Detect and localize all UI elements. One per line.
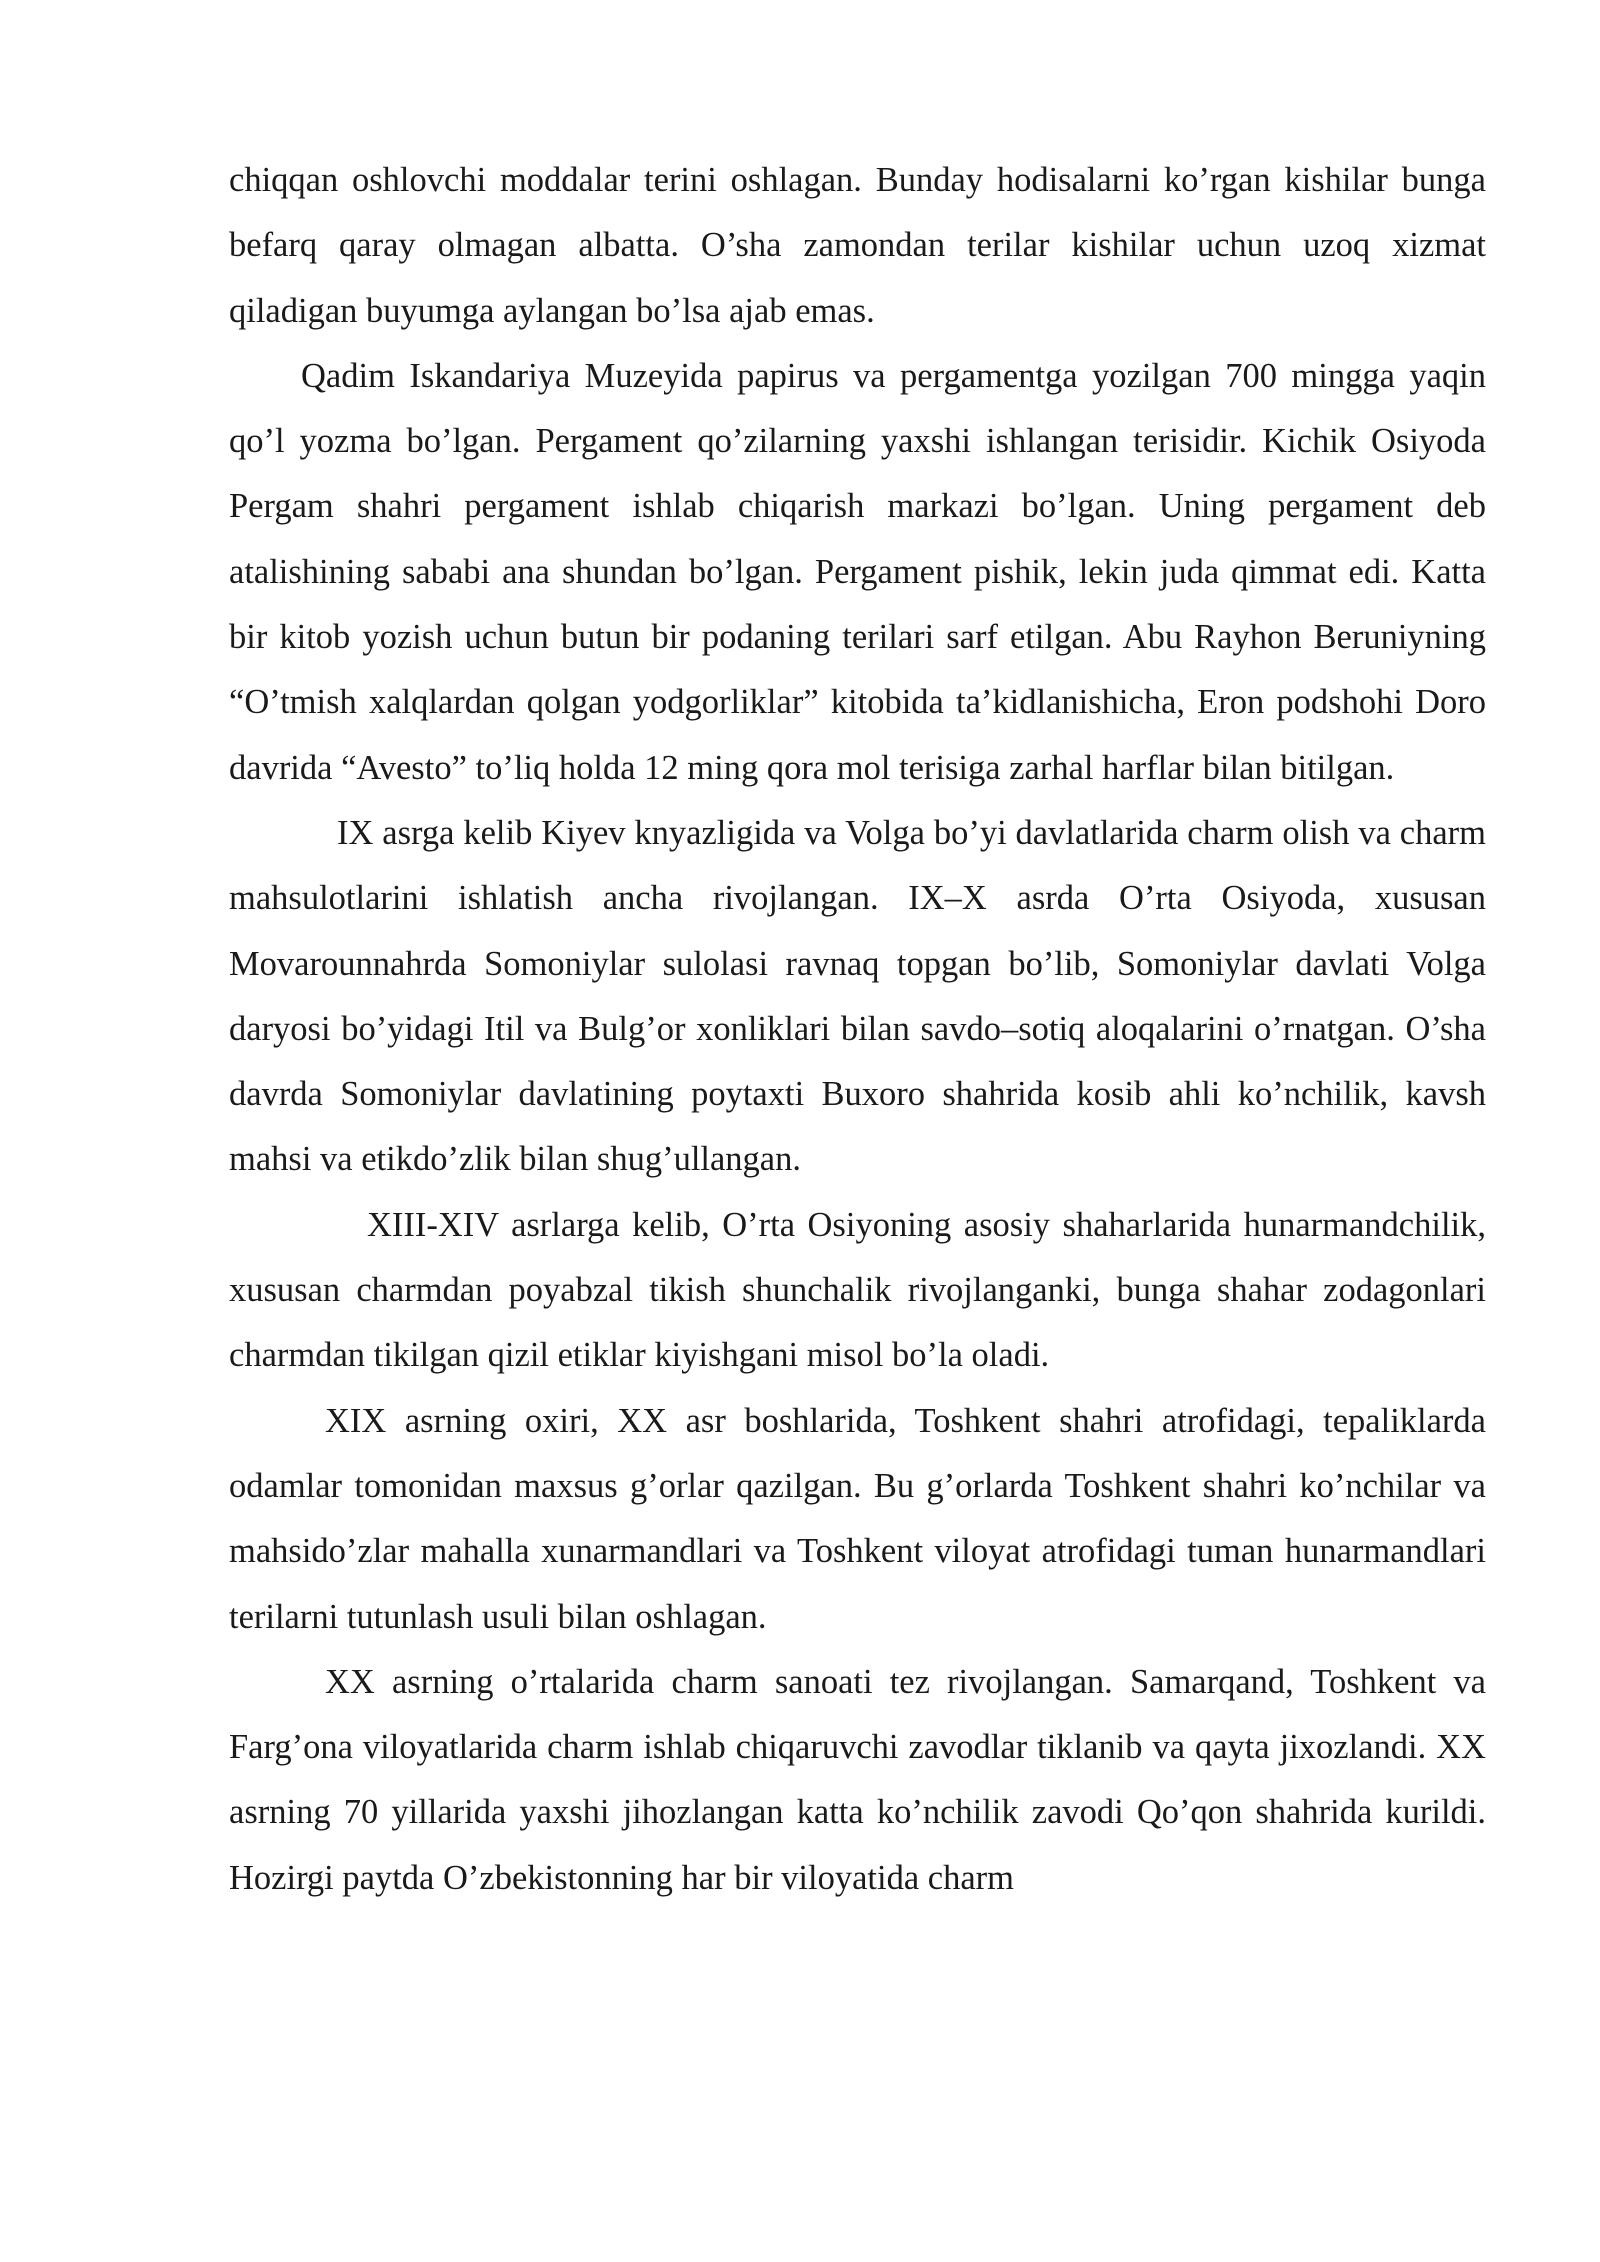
paragraph-6: XX asrning o’rtalarida charm sanoati tez rivojlangan. Samarqand, Toshkent va Farg’ona viloyatlarida charm ishlab chiqaruvchi zavodlar tiklanib va qayta jixozlandi. XX asrning 70 yillarida yaxshi jihozlangan katta ko’nchilik zavodi Qo’qon shahrida kurildi. Hozirgi paytda O’zbekistonning har bir viloyatida charm xyxy=(229,1662,1486,1897)
paragraph-5: XIX asrning oxiri, XX asr boshlarida, Toshkent shahri atrofidagi, tepaliklarda odamlar tomonidan maxsus g’orlar qazilgan. Bu g’orlarda Toshkent shahri ko’nchilar va mahsido’zlar mahalla xunarmandlari va Toshkent viloyat atrofidagi tuman hunarmandlari terilarni tutunlash usuli bilan oshlagan. xyxy=(229,1401,1486,1636)
paragraph-3: IX asrga kelib Kiyev knyazligida va Volga bo’yi davlatlarida charm olish va charm mahsulotlarini ishlatish ancha rivojlangan. IX–X asrda O’rta Osiyoda, xususan Movarounnahrda Somoniylar sulolasi ravnaq topgan bo’lib, Somoniylar davlati Volga daryosi bo’yidagi Itil va Bulg’or xonliklari bilan savdo–sotiq aloqalarini o’rnatgan. O’sha davrda Somoniylar davlatining poytaxti Buxoro shahrida kosib ahli ko’nchilik, kavsh mahsi va etikdo’zlik bilan shug’ullangan. xyxy=(229,813,1486,1179)
paragraph-4: XIII-XIV asrlarga kelib, O’rta Osiyoning asosiy shaharlarida hunarmandchilik, xususan charmdan poyabzal tikish shunchalik rivojlanganki, bunga shahar zodagonlari charmdan tikilgan qizil etiklar kiyishgani misol bo’la oladi. xyxy=(229,1205,1486,1375)
body-text xyxy=(229,148,1486,1911)
paragraph-2: Qadim Iskandariya Muzeyida papirus va pergamentga yozilgan 700 mingga yaqin qo’l yozma bo’lgan. Pergament qo’zilarning yaxshi ishlangan terisidir. Kichik Osiyoda Pergam shahri pergament ishlab chiqarish markazi bo’lgan. Uning pergament deb atalishining sababi ana shundan bo’lgan. Pergament pishik, lekin juda qimmat edi. Katta bir kitob yozish uchun butun bir podaning terilari sarf etilgan. Abu Rayhon Beruniyning “O’tmish xalqlardan qolgan yodgorliklar” kitobida ta’kidlanishicha, Eron podshohi Doro davrida “Avesto” to’liq holda 12 ming qora mol terisiga zarhal harflar bilan bitilgan. xyxy=(229,356,1486,787)
paragraph-1: chiqqan oshlovchi moddalar terini oshlagan. Bunday hodisalarni ko’rgan kishilar bunga befarq qaray olmagan albatta. O’sha zamondan terilar kishilar uchun uzoq xizmat qiladigan buyumga aylangan bo’lsa ajab emas. xyxy=(229,161,1486,330)
